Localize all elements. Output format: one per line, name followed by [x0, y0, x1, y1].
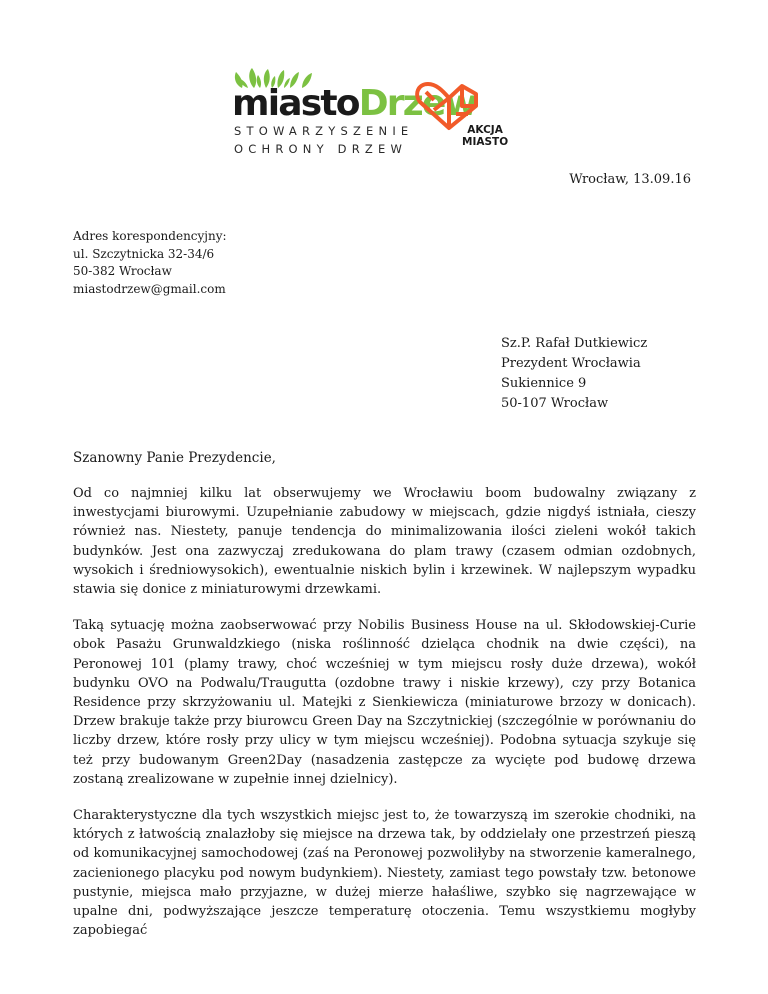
body-paragraph-3: Charakterystyczne dla tych wszystkich miejsc jest to, że towarzyszą im szerokie chodniki, na których z łatwością znalazłoby się miejsce na drzewa tak, by oddzielały one przestrzeń pieszą od komunikacyjnej samochodowej (zaś na Peronowej pozwoliłyby na stworzenie kameralnego, zacienionego placyku pod nowym budynkiem). Niestety, zamiast tego powstały tzw. betonowe pustynie, miejsca mało przyjazne, w dużej mierze hałaśliwe, szybko się nagrzewające w upalne dni, podwyższające jeszcze temperaturę otoczenia. Temu wszystkiemu mogłyby zapobiegać [73, 808, 696, 939]
letter-body [73, 484, 696, 940]
letterhead [230, 66, 530, 166]
brand-green: Drzew [358, 83, 476, 124]
brand-dark: miasto [232, 83, 359, 124]
sender-address [73, 228, 227, 298]
body-paragraph-2: Taką sytuację można zaobserwować przy Nobilis Business House na ul. Skłodowskiej-Curie obok Pasażu Grunwaldzkiego (niska roślinność dzieląca chodnik na dwie części), na Peronowej 101 (plamy trawy, choć wcześniej w tym miejscu rosły duże drzewa), wokół budynku OVO na Podwalu/Traugutta (ozdobne trawy i niskie krzewy), czy przy Botanica Residence przy skrzyżowaniu ul. Matejki z Sienkiewicza (miniaturowe brzozy w donicach). Drzew brakuje także przy biurowcu Green Day na Szczytnickiej (szczególnie w porównaniu do liczby drzew, które rosły przy ulicy w tym miejscu wcześniej). Podobna sytuacja szykuje się też przy budowanym Green2Day (nasadzenia zastępcze za wycięte pod budowę drzewa zostaną zrealizowane w zupełnie innej dzielnicy). [73, 618, 696, 787]
akcja-line1: AKCJA [467, 124, 503, 136]
brand-subtitle-line1: STOWARZYSZENIE [234, 124, 414, 138]
letter-date: Wrocław, 13.09.16 [569, 172, 691, 187]
brand-subtitle-line2: OCHRONY DRZEW [234, 142, 408, 156]
akcja-line2: MIASTO [462, 136, 509, 148]
sender-label: Adres korespondencyjny: [73, 229, 227, 243]
recipient-address [501, 334, 647, 414]
greeting: Szanowny Panie Prezydencie, [73, 450, 276, 466]
sender-email: miastodrzew@gmail.com [73, 281, 226, 296]
recipient-name: Sz.P. Rafał Dutkiewicz [501, 336, 648, 351]
recipient-street: Sukiennice 9 [501, 376, 587, 391]
sender-city: 50-382 Wrocław [73, 264, 172, 278]
akcja-miasto-text [462, 124, 508, 148]
recipient-title: Prezydent Wrocławia [501, 356, 641, 371]
recipient-city: 50-107 Wrocław [501, 396, 609, 411]
sender-street: ul. Szczytnicka 32-34/6 [73, 246, 215, 261]
body-paragraph-1: Od co najmniej kilku lat obserwujemy we Wrocławiu boom budowalny związany z inwestycjami biurowymi. Uzupełnianie zabudowy w miejscach, gdzie nigdyś istniała, cieszy również nas. Niestety, panuje tendencja do minimalizowania ilości zieleni wokół takich budynków. Jest ona zazwyczaj zredukowana do plam trawy (czasem odmian ozdobnych, wysokich i średniowysokich), ewentualnie niskich bylin i krzewinek. W najlepszym wypadku stawia się donice z miniaturowymi drzewkami. [73, 486, 696, 598]
